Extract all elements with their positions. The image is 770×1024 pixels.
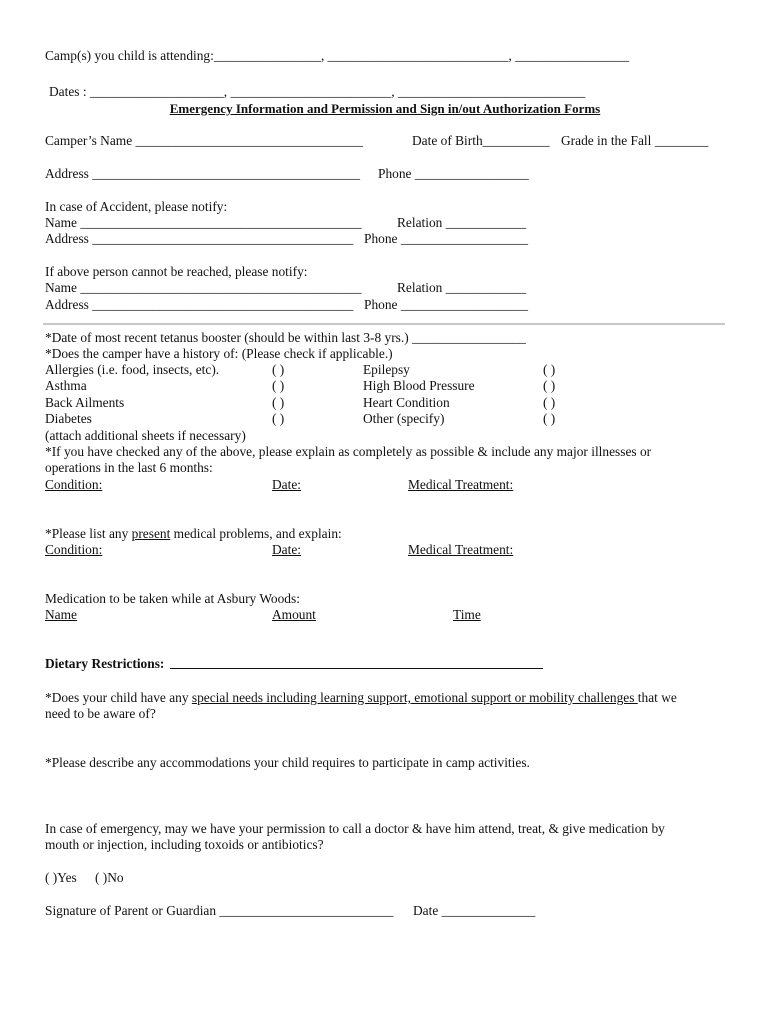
explain-line-2: operations in the last 6 months: [45,460,213,475]
section-divider [43,323,725,325]
condition-allergies-checkbox[interactable]: ( ) [272,362,285,377]
signature-date-field[interactable]: Date ______________ [413,903,536,918]
condition-high-blood-pressure-label: High Blood Pressure [363,378,475,393]
medication-time-header: Time [453,607,481,622]
contact2-phone-field[interactable]: Phone ___________________ [364,297,529,312]
contact2-address-field[interactable]: Address _______________________________________ [45,297,354,312]
camper-address-field[interactable]: Address ________________________________________ [45,166,361,181]
condition-high-blood-pressure-checkbox[interactable]: ( ) [543,378,556,393]
dietary-input-line[interactable] [170,668,543,669]
contact1-phone-field[interactable]: Phone ___________________ [364,231,529,246]
attach-note: (attach additional sheets if necessary) [45,428,246,443]
medication-heading: Medication to be taken while at Asbury Woods: [45,591,300,606]
history-treatment-header: Medical Treatment: [408,477,514,492]
signature-field[interactable]: Signature of Parent or Guardian __________________________ [45,903,394,918]
present-problems-question [45,526,342,542]
history-condition-header: Condition: [45,477,103,492]
contact2-name-field[interactable]: Name __________________________________________ [45,280,362,295]
contact1-address-field[interactable]: Address _______________________________________ [45,231,354,246]
tetanus-field[interactable]: *Date of most recent tetanus booster (should be within last 3-8 yrs.) _________________ [45,330,526,345]
present-problems-pre: *Please list any [45,526,132,541]
condition-heart-condition-label: Heart Condition [363,395,450,410]
special-needs-line-2: need to be aware of? [45,706,156,721]
condition-other-checkbox[interactable]: ( ) [543,411,556,426]
present-date-header: Date: [272,542,301,557]
history-question: *Does the camper have a history of: (Please check if applicable.) [45,346,393,361]
special-needs-underlined: special needs including learning support, emotional support or mobility challenges [191,690,638,705]
camper-dob-field[interactable]: Date of Birth__________ [412,133,550,148]
accommodations-question: *Please describe any accommodations your child requires to participate in camp activities. [45,755,530,770]
special-needs-post: that we [637,690,677,705]
contact1-relation-field[interactable]: Relation ____________ [397,215,527,230]
medication-amount-header: Amount [272,607,316,622]
permission-line-2: mouth or injection, including toxoids or antibiotics? [45,837,324,852]
camps-line: Camp(s) you child is attending:________________, ___________________________, _________________ [45,48,629,63]
contact2-relation-field[interactable]: Relation ____________ [397,280,527,295]
medication-name-header: Name [45,607,77,622]
history-date-header: Date: [272,477,301,492]
condition-allergies-label: Allergies (i.e. food, insects, etc). [45,362,220,377]
condition-epilepsy-label: Epilepsy [363,362,410,377]
camper-name-field[interactable]: Camper’s Name __________________________________ [45,133,364,148]
camper-phone-field[interactable]: Phone _________________ [378,166,529,181]
permission-yes-option[interactable]: ( )Yes [45,870,77,885]
condition-epilepsy-checkbox[interactable]: ( ) [543,362,556,377]
contact2-heading: If above person cannot be reached, please notify: [45,264,308,279]
form-title: Emergency Information and Permission and Sign in/out Authorization Forms [169,101,601,116]
present-word: present [131,526,171,541]
condition-back-ailments-checkbox[interactable]: ( ) [272,395,285,410]
camper-grade-field[interactable]: Grade in the Fall ________ [561,133,709,148]
contact1-name-field[interactable]: Name __________________________________________ [45,215,362,230]
special-needs-pre: *Does your child have any [45,690,192,705]
present-condition-header: Condition: [45,542,103,557]
condition-diabetes-label: Diabetes [45,411,92,426]
permission-no-option[interactable]: ( )No [95,870,124,885]
condition-other-label: Other (specify) [363,411,445,426]
condition-asthma-label: Asthma [45,378,87,393]
special-needs-question [45,690,677,706]
permission-line-1: In case of emergency, may we have your permission to call a doctor & have him attend, treat, & give medication by [45,821,665,836]
explain-line-1: *If you have checked any of the above, please explain as completely as possible & include any major illnesses or [45,444,652,459]
dates-line: Dates : ____________________, ________________________, ____________________________ [49,84,586,99]
condition-back-ailments-label: Back Ailments [45,395,125,410]
condition-asthma-checkbox[interactable]: ( ) [272,378,285,393]
present-problems-post: medical problems, and explain: [170,526,342,541]
dietary-label: Dietary Restrictions: [45,656,165,671]
contact1-heading: In case of Accident, please notify: [45,199,228,214]
condition-heart-condition-checkbox[interactable]: ( ) [543,395,556,410]
condition-diabetes-checkbox[interactable]: ( ) [272,411,285,426]
present-treatment-header: Medical Treatment: [408,542,514,557]
